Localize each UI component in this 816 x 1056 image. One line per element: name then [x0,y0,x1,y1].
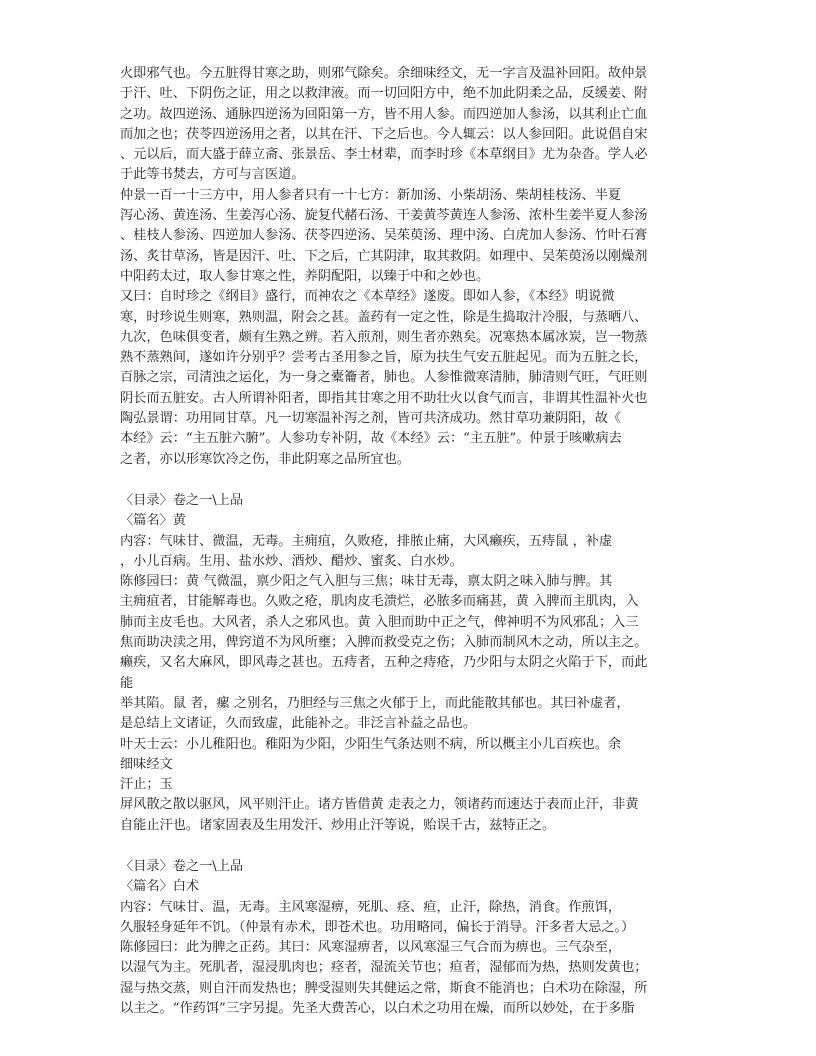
text-line: 是总结上文诸证，久而致虚，此能补之。非泛言补益之品也。 [120,716,477,732]
text-line: 百脉之宗，司清浊之运化，为一身之橐籥者，肺也。人参惟微寒清肺，肺清则气旺，气旺则 [120,370,648,386]
text-line: 、元以后，而大盛于薛立斋、张景岳、李士材辈，而李时珍《本草纲目》尤为杂沓。学人必 [120,147,648,163]
text-line: 陈修园曰：黄 气微温，禀少阳之气入胆与三焦；味甘无毒，禀太阴之味入肺与脾。其 [120,574,613,590]
text-line: 仲景一百一十三方中，用人参者只有一十七方：新加汤、小柴胡汤、柴胡桂枝汤、半夏 [120,187,622,203]
text-line: 细味经文 [120,756,173,772]
text-line: 能 [120,675,134,691]
paragraph-gap [120,836,668,857]
text-line: 〈目录〉卷之一\上品 [120,858,244,874]
text-line: 而加之也；茯苓四逆汤用之者，以其在汗、下之后也。今人辄云：以人参回阳。此说倡自宋 [120,126,648,142]
text-line: 火即邪气也。今五脏得甘寒之助，则邪气除矣。余细味经文，无一字言及温补回阳。故仲景 [120,66,648,81]
text-line: 内容：气味甘、温，无毒。主风寒湿痹，死肌、痉、疸，止汗，除热，消食。作煎饵， [120,899,622,915]
text-line: 以主之。“作药饵”三字另提。先圣大费苦心，以白术之功用在燥，而所以妙处，在于多脂 [120,1001,635,1017]
text-line: 之功。故四逆汤、通脉四逆汤为回阳第一方，皆不用人参。而四逆加人参汤，以其利止亡血 [120,106,648,122]
text-line: 自能止汗也。诸家固表及生用发汗、炒用止汗等说，贻误千古，兹特正之。 [120,817,556,833]
text-line: 陶弘景谓：功用同甘草。凡一切寒温补泻之剂，皆可共济成功。然甘草功兼阴阳，故《 [120,411,622,427]
text-line: 屏风散之散以驱风，风平则汗止。诸方皆借黄 走表之力，领诸药而速达于表而止汗，非黄 [120,797,639,813]
text-line: 于此等书焚去，方可与言医道。 [120,167,305,183]
text-line: 举其陷。鼠 者，瘰 之别名，乃胆经与三焦之火郁于上，而此能散其郁也。其曰补虚者， [120,695,630,711]
paragraph-gap [120,470,668,491]
text-line: 内容：气味甘、微温，无毒。主痈疽，久败疮，排脓止痛，大风癞疾，五痔鼠 ，补虚 [120,533,613,549]
text-line: 陈修园曰：此为脾之正药。其曰：风寒湿痹者，以风寒湿三气合而为痹也。三气杂至， [120,940,622,956]
text-line: 〈目录〉卷之一\上品 [120,492,244,508]
text-line: 肺而主皮毛也。大风者，杀人之邪风也。黄 入胆而助中正之气，俾神明不为风邪乱；入三 [120,614,639,630]
document-page [120,64,668,1019]
text-line: 汤、炙甘草汤，皆是因汗、吐、下之后，亡其阴津，取其救阴。如理中、吴茱萸汤以刚燥剂 [120,248,648,264]
text-line: 癞疾，又名大麻风，即风毒之甚也。五痔者，五种之痔疮，乃少阳与太阴之火陷于下，而此 [120,655,648,671]
text-line: 又曰：自时珍之《纲目》盛行，而神农之《本草经》遂废。即如人参，《本经》明说微 [120,289,615,305]
text-line: 中阳药太过，取人参甘寒之性，养阴配阳，以臻于中和之妙也。 [120,268,490,284]
text-line: 之者，亦以形寒饮冷之伤，非此阴寒之品所宜也。 [120,451,411,467]
text-line: ，小儿百病。生用、盐水炒、酒炒、醋炒、蜜炙、白水炒。 [120,553,463,569]
text-line: 阴长而五脏安。古人所谓补阳者，即指其甘寒之用不助壮火以食气而言，非谓其性温补火也 [120,390,648,406]
text-line: 以湿气为主。死肌者，湿浸肌肉也；痉者，湿流关节也；疸者，湿郁而为热，热则发黄也； [120,960,648,976]
text-line: 〈篇名〉黄 [120,513,186,529]
text-line: 叶天士云：小儿稚阳也。稚阳为少阳，少阳生气条达则不病，所以概主小儿百疾也。余 [120,736,622,752]
text-line: 寒，时珍说生则寒，熟则温，附会之甚。盖药有一定之性，除是生捣取汁冷服，与蒸晒八、 [120,309,648,325]
text-line: 九次，色味俱变者，颇有生熟之辨。若入煎剂，则生者亦熟矣。况寒热本属冰炭，岂一物蒸 [120,329,648,345]
text-line: 本经》云：“主五脏六腑”。人参功专补阴，故《本经》云：“主五脏”。仲景于咳嗽病去 [120,431,622,447]
text-line: 于汗、吐、下阴伤之证，用之以救津液。而一切回阳方中，绝不加此阴柔之品，反缓姜、附 [120,86,648,102]
text-line: 焦而助决渎之用，俾窍道不为风所壅；入脾而救受克之伤；入肺而制风木之动，所以主之。 [120,635,648,651]
text-line: 、桂枝人参汤、四逆加人参汤、茯苓四逆汤、吴茱萸汤、理中汤、白虎加人参汤、竹叶石膏 [120,228,648,244]
text-line: 〈篇名〉白术 [120,879,200,895]
text-line: 汗止；玉 [120,777,173,793]
text-line: 主痈疽者，甘能解毒也。久败之疮，肌肉皮毛溃烂，必脓多而痛甚，黄 入脾而主肌肉，入 [120,594,639,610]
text-line: 湿与热交蒸，则自汗而发热也；脾受湿则失其健运之常，斯食不能消也；白术功在除湿，所 [120,980,648,996]
text-line: 久服轻身延年不饥。（仲景有赤术，即苍术也。功用略同，偏长于消导。汗多者大忌之。） [120,919,635,935]
text-line: 泻心汤、黄连汤、生姜泻心汤、旋复代赭石汤、干姜黄芩黄连人参汤、浓朴生姜半夏人参汤 [120,208,648,224]
text-line: 熟不蒸熟间，遂如许分别乎？尝考古圣用参之旨，原为扶生气安五脏起见。而为五脏之长， [120,350,648,366]
